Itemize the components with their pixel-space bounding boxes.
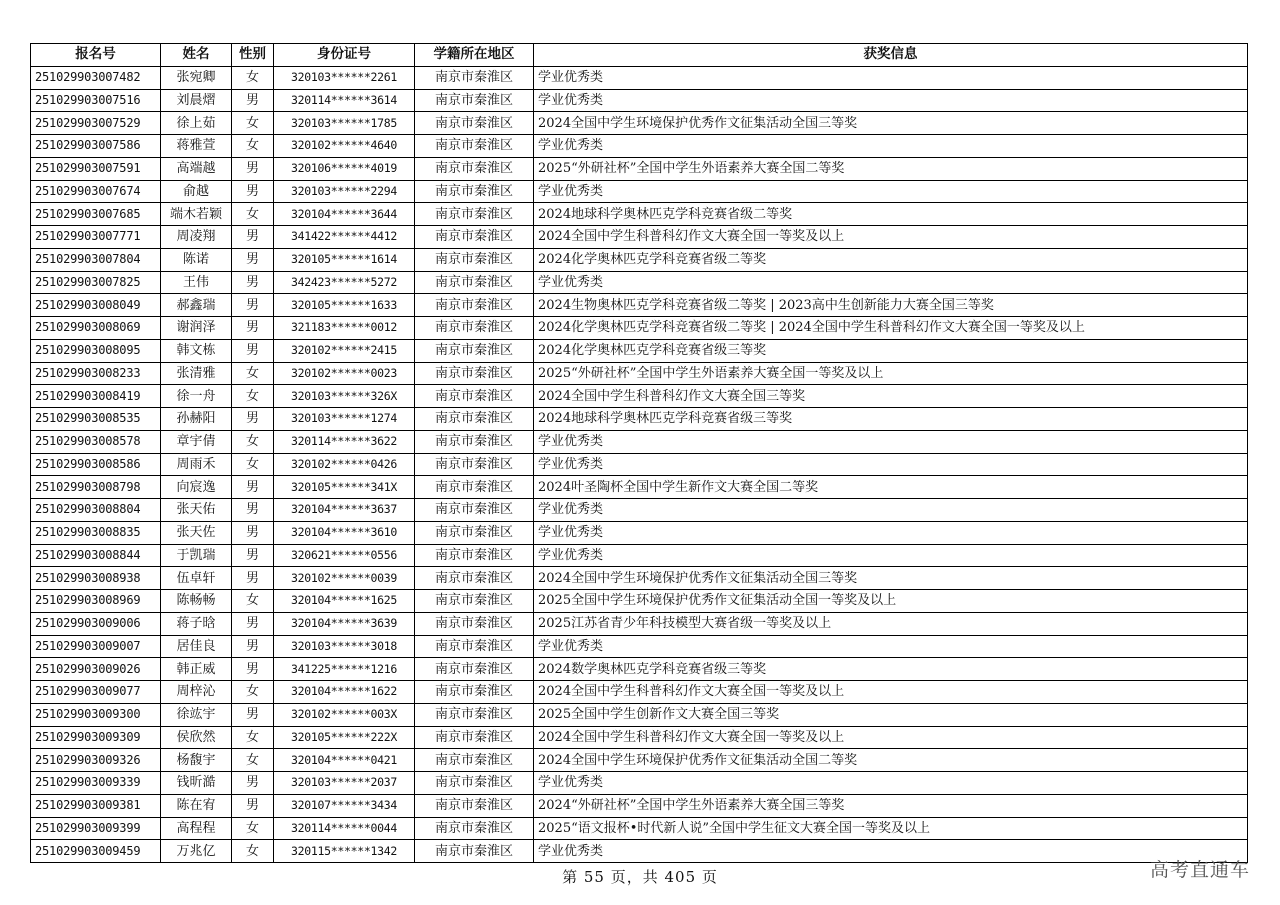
- cell-region: 南京市秦淮区: [415, 681, 534, 704]
- cell-registration-no: 251029903007529: [31, 112, 161, 135]
- cell-id-number: 320102******0426: [274, 453, 415, 476]
- cell-award-info: 学业优秀类: [534, 840, 1248, 863]
- table-row: [31, 794, 1248, 817]
- cell-gender: 男: [232, 408, 274, 431]
- cell-id-number: 320103******1274: [274, 408, 415, 431]
- cell-award-info: 2024全国中学生科普科幻作文大赛全国三等奖: [534, 385, 1248, 408]
- cell-region: 南京市秦淮区: [415, 385, 534, 408]
- cell-award-info: 学业优秀类: [534, 89, 1248, 112]
- table-row: [31, 157, 1248, 180]
- cell-id-number: 320103******326X: [274, 385, 415, 408]
- cell-region: 南京市秦淮区: [415, 157, 534, 180]
- cell-award-info: 2024地球科学奥林匹克学科竞赛省级三等奖: [534, 408, 1248, 431]
- cell-registration-no: 251029903009339: [31, 772, 161, 795]
- cell-name: 伍卓轩: [161, 567, 232, 590]
- cell-region: 南京市秦淮区: [415, 89, 534, 112]
- cell-name: 张天佐: [161, 521, 232, 544]
- cell-registration-no: 251029903009026: [31, 658, 161, 681]
- cell-region: 南京市秦淮区: [415, 135, 534, 158]
- cell-registration-no: 251029903009459: [31, 840, 161, 863]
- cell-registration-no: 251029903008586: [31, 453, 161, 476]
- cell-gender: 女: [232, 203, 274, 226]
- cell-region: 南京市秦淮区: [415, 499, 534, 522]
- cell-id-number: 320107******3434: [274, 794, 415, 817]
- cell-name: 徐竑宇: [161, 703, 232, 726]
- cell-registration-no: 251029903007685: [31, 203, 161, 226]
- cell-gender: 男: [232, 544, 274, 567]
- table-row: [31, 476, 1248, 499]
- cell-id-number: 320104******1625: [274, 590, 415, 613]
- page-number: 第 55 页，共 405 页: [562, 868, 718, 886]
- cell-region: 南京市秦淮区: [415, 180, 534, 203]
- cell-region: 南京市秦淮区: [415, 248, 534, 271]
- cell-registration-no: 251029903008069: [31, 317, 161, 340]
- table-row: [31, 635, 1248, 658]
- cell-region: 南京市秦淮区: [415, 66, 534, 89]
- cell-gender: 女: [232, 385, 274, 408]
- cell-name: 郝鑫瑞: [161, 294, 232, 317]
- header-name: 姓名: [161, 44, 232, 67]
- cell-award-info: 2024化学奥林匹克学科竞赛省级二等奖: [534, 248, 1248, 271]
- cell-registration-no: 251029903009007: [31, 635, 161, 658]
- cell-id-number: 320114******3622: [274, 430, 415, 453]
- table-row: [31, 726, 1248, 749]
- table-row: [31, 567, 1248, 590]
- cell-region: 南京市秦淮区: [415, 840, 534, 863]
- cell-gender: 女: [232, 681, 274, 704]
- cell-award-info: 2024生物奥林匹克学科竞赛省级二等奖 | 2023高中生创新能力大赛全国三等奖: [534, 294, 1248, 317]
- table-row: [31, 430, 1248, 453]
- cell-id-number: 320105******1614: [274, 248, 415, 271]
- table-row: [31, 362, 1248, 385]
- cell-region: 南京市秦淮区: [415, 408, 534, 431]
- cell-name: 陈在宥: [161, 794, 232, 817]
- cell-gender: 女: [232, 453, 274, 476]
- cell-gender: 男: [232, 248, 274, 271]
- cell-id-number: 320102******003X: [274, 703, 415, 726]
- cell-name: 蒋雅萱: [161, 135, 232, 158]
- cell-name: 张天佑: [161, 499, 232, 522]
- cell-id-number: 320106******4019: [274, 157, 415, 180]
- cell-region: 南京市秦淮区: [415, 271, 534, 294]
- cell-name: 张宛卿: [161, 66, 232, 89]
- cell-id-number: 320104******3637: [274, 499, 415, 522]
- cell-gender: 男: [232, 658, 274, 681]
- cell-award-info: 2024全国中学生科普科幻作文大赛全国一等奖及以上: [534, 681, 1248, 704]
- cell-id-number: 320102******2415: [274, 339, 415, 362]
- table-row: [31, 590, 1248, 613]
- cell-registration-no: 251029903009326: [31, 749, 161, 772]
- cell-gender: 女: [232, 840, 274, 863]
- cell-name: 杨馥宇: [161, 749, 232, 772]
- cell-region: 南京市秦淮区: [415, 703, 534, 726]
- cell-gender: 男: [232, 567, 274, 590]
- cell-id-number: 320105******341X: [274, 476, 415, 499]
- cell-registration-no: 251029903008419: [31, 385, 161, 408]
- cell-award-info: 2024地球科学奥林匹克学科竞赛省级二等奖: [534, 203, 1248, 226]
- cell-award-info: 学业优秀类: [534, 430, 1248, 453]
- cell-name: 周雨禾: [161, 453, 232, 476]
- cell-registration-no: 251029903008798: [31, 476, 161, 499]
- cell-award-info: 学业优秀类: [534, 772, 1248, 795]
- cell-gender: 女: [232, 590, 274, 613]
- cell-region: 南京市秦淮区: [415, 453, 534, 476]
- table-row: [31, 180, 1248, 203]
- cell-name: 端木若颖: [161, 203, 232, 226]
- award-list-table: [30, 43, 1248, 863]
- cell-region: 南京市秦淮区: [415, 521, 534, 544]
- cell-region: 南京市秦淮区: [415, 203, 534, 226]
- cell-registration-no: 251029903009309: [31, 726, 161, 749]
- table-row: [31, 772, 1248, 795]
- cell-id-number: 320104******0421: [274, 749, 415, 772]
- cell-id-number: 320104******3610: [274, 521, 415, 544]
- header-award-info: 获奖信息: [534, 44, 1248, 67]
- cell-award-info: 2025全国中学生环境保护优秀作文征集活动全国一等奖及以上: [534, 590, 1248, 613]
- cell-gender: 男: [232, 271, 274, 294]
- cell-award-info: 学业优秀类: [534, 66, 1248, 89]
- cell-name: 刘晨熠: [161, 89, 232, 112]
- table-header-row: [31, 44, 1248, 67]
- cell-name: 韩文栋: [161, 339, 232, 362]
- cell-award-info: 2025“语文报杯•时代新人说”全国中学生征文大赛全国一等奖及以上: [534, 817, 1248, 840]
- cell-name: 钱昕澔: [161, 772, 232, 795]
- cell-registration-no: 251029903007804: [31, 248, 161, 271]
- cell-gender: 男: [232, 180, 274, 203]
- cell-gender: 男: [232, 89, 274, 112]
- cell-award-info: 2024全国中学生科普科幻作文大赛全国一等奖及以上: [534, 726, 1248, 749]
- table-row: [31, 294, 1248, 317]
- cell-id-number: 320115******1342: [274, 840, 415, 863]
- table-row: [31, 408, 1248, 431]
- cell-region: 南京市秦淮区: [415, 635, 534, 658]
- cell-region: 南京市秦淮区: [415, 294, 534, 317]
- cell-award-info: 2024全国中学生环境保护优秀作文征集活动全国二等奖: [534, 749, 1248, 772]
- cell-region: 南京市秦淮区: [415, 476, 534, 499]
- table-row: [31, 453, 1248, 476]
- cell-award-info: 2024“外研社杯”全国中学生外语素养大赛全国三等奖: [534, 794, 1248, 817]
- header-region: 学籍所在地区: [415, 44, 534, 67]
- cell-gender: 女: [232, 112, 274, 135]
- cell-region: 南京市秦淮区: [415, 567, 534, 590]
- cell-registration-no: 251029903008233: [31, 362, 161, 385]
- cell-name: 周梓沁: [161, 681, 232, 704]
- cell-region: 南京市秦淮区: [415, 749, 534, 772]
- cell-name: 徐一舟: [161, 385, 232, 408]
- cell-registration-no: 251029903007516: [31, 89, 161, 112]
- cell-award-info: 2025“外研社杯”全国中学生外语素养大赛全国二等奖: [534, 157, 1248, 180]
- cell-gender: 女: [232, 749, 274, 772]
- cell-id-number: 320114******0044: [274, 817, 415, 840]
- table-row: [31, 317, 1248, 340]
- cell-id-number: 320103******2294: [274, 180, 415, 203]
- cell-region: 南京市秦淮区: [415, 794, 534, 817]
- cell-registration-no: 251029903008578: [31, 430, 161, 453]
- cell-award-info: 学业优秀类: [534, 135, 1248, 158]
- cell-registration-no: 251029903008049: [31, 294, 161, 317]
- cell-award-info: 2025全国中学生创新作文大赛全国三等奖: [534, 703, 1248, 726]
- table-row: [31, 658, 1248, 681]
- cell-registration-no: 251029903007482: [31, 66, 161, 89]
- cell-name: 蒋子晗: [161, 612, 232, 635]
- table-row: [31, 681, 1248, 704]
- cell-name: 向宸逸: [161, 476, 232, 499]
- cell-name: 谢润泽: [161, 317, 232, 340]
- cell-region: 南京市秦淮区: [415, 817, 534, 840]
- cell-id-number: 341422******4412: [274, 226, 415, 249]
- cell-gender: 男: [232, 499, 274, 522]
- cell-award-info: 学业优秀类: [534, 521, 1248, 544]
- cell-id-number: 342423******5272: [274, 271, 415, 294]
- table-row: [31, 66, 1248, 89]
- cell-registration-no: 251029903008844: [31, 544, 161, 567]
- cell-award-info: 学业优秀类: [534, 635, 1248, 658]
- header-registration-no: 报名号: [31, 44, 161, 67]
- cell-id-number: 320103******1785: [274, 112, 415, 135]
- cell-gender: 男: [232, 317, 274, 340]
- cell-name: 高程程: [161, 817, 232, 840]
- cell-gender: 男: [232, 157, 274, 180]
- cell-id-number: 320104******3639: [274, 612, 415, 635]
- cell-registration-no: 251029903007674: [31, 180, 161, 203]
- cell-registration-no: 251029903008969: [31, 590, 161, 613]
- cell-name: 张清雅: [161, 362, 232, 385]
- cell-id-number: 320621******0556: [274, 544, 415, 567]
- cell-id-number: 320105******222X: [274, 726, 415, 749]
- cell-id-number: 320103******3018: [274, 635, 415, 658]
- cell-gender: 女: [232, 430, 274, 453]
- cell-registration-no: 251029903009300: [31, 703, 161, 726]
- cell-registration-no: 251029903007771: [31, 226, 161, 249]
- cell-id-number: 320102******0023: [274, 362, 415, 385]
- watermark-logo-text: 高考直通车: [1149, 859, 1250, 881]
- cell-name: 章宇倩: [161, 430, 232, 453]
- cell-award-info: 2024全国中学生环境保护优秀作文征集活动全国三等奖: [534, 567, 1248, 590]
- cell-region: 南京市秦淮区: [415, 658, 534, 681]
- cell-region: 南京市秦淮区: [415, 226, 534, 249]
- cell-name: 侯欣然: [161, 726, 232, 749]
- table-body: [31, 66, 1248, 862]
- cell-name: 俞越: [161, 180, 232, 203]
- cell-id-number: 320105******1633: [274, 294, 415, 317]
- cell-award-info: 2025“外研社杯”全国中学生外语素养大赛全国一等奖及以上: [534, 362, 1248, 385]
- cell-award-info: 学业优秀类: [534, 499, 1248, 522]
- cell-award-info: 学业优秀类: [534, 544, 1248, 567]
- cell-id-number: 320102******4640: [274, 135, 415, 158]
- cell-gender: 女: [232, 135, 274, 158]
- cell-award-info: 2024化学奥林匹克学科竞赛省级二等奖 | 2024全国中学生科普科幻作文大赛全国一等奖及以上: [534, 317, 1248, 340]
- cell-name: 韩正威: [161, 658, 232, 681]
- table-row: [31, 840, 1248, 863]
- cell-gender: 男: [232, 294, 274, 317]
- cell-name: 王伟: [161, 271, 232, 294]
- cell-gender: 女: [232, 726, 274, 749]
- cell-id-number: 320103******2261: [274, 66, 415, 89]
- header-gender: 性别: [232, 44, 274, 67]
- cell-gender: 男: [232, 635, 274, 658]
- table-row: [31, 112, 1248, 135]
- cell-region: 南京市秦淮区: [415, 772, 534, 795]
- cell-region: 南京市秦淮区: [415, 362, 534, 385]
- cell-gender: 女: [232, 817, 274, 840]
- cell-registration-no: 251029903008835: [31, 521, 161, 544]
- table-row: [31, 703, 1248, 726]
- cell-gender: 男: [232, 612, 274, 635]
- cell-award-info: 2024叶圣陶杯全国中学生新作文大赛全国二等奖: [534, 476, 1248, 499]
- cell-id-number: 320102******0039: [274, 567, 415, 590]
- table-row: [31, 203, 1248, 226]
- table-row: [31, 544, 1248, 567]
- cell-gender: 男: [232, 703, 274, 726]
- cell-gender: 男: [232, 794, 274, 817]
- cell-id-number: 321183******0012: [274, 317, 415, 340]
- cell-gender: 男: [232, 772, 274, 795]
- table-row: [31, 271, 1248, 294]
- cell-name: 陈畅畅: [161, 590, 232, 613]
- cell-registration-no: 251029903008095: [31, 339, 161, 362]
- cell-id-number: 320114******3614: [274, 89, 415, 112]
- cell-gender: 女: [232, 362, 274, 385]
- cell-gender: 男: [232, 339, 274, 362]
- table-row: [31, 339, 1248, 362]
- cell-registration-no: 251029903009077: [31, 681, 161, 704]
- header-id-number: 身份证号: [274, 44, 415, 67]
- cell-region: 南京市秦淮区: [415, 590, 534, 613]
- cell-name: 万兆亿: [161, 840, 232, 863]
- cell-registration-no: 251029903008535: [31, 408, 161, 431]
- cell-name: 陈诺: [161, 248, 232, 271]
- cell-gender: 女: [232, 66, 274, 89]
- cell-award-info: 学业优秀类: [534, 453, 1248, 476]
- cell-id-number: 320103******2037: [274, 772, 415, 795]
- cell-region: 南京市秦淮区: [415, 339, 534, 362]
- cell-gender: 男: [232, 226, 274, 249]
- table-row: [31, 499, 1248, 522]
- cell-name: 于凯瑞: [161, 544, 232, 567]
- cell-region: 南京市秦淮区: [415, 317, 534, 340]
- cell-registration-no: 251029903008804: [31, 499, 161, 522]
- cell-region: 南京市秦淮区: [415, 430, 534, 453]
- table-row: [31, 385, 1248, 408]
- cell-gender: 男: [232, 521, 274, 544]
- cell-region: 南京市秦淮区: [415, 544, 534, 567]
- cell-registration-no: 251029903007591: [31, 157, 161, 180]
- cell-registration-no: 251029903007586: [31, 135, 161, 158]
- table-row: [31, 612, 1248, 635]
- cell-award-info: 2024全国中学生环境保护优秀作文征集活动全国三等奖: [534, 112, 1248, 135]
- cell-gender: 男: [232, 476, 274, 499]
- cell-award-info: 学业优秀类: [534, 180, 1248, 203]
- cell-registration-no: 251029903009006: [31, 612, 161, 635]
- cell-registration-no: 251029903007825: [31, 271, 161, 294]
- table-row: [31, 521, 1248, 544]
- cell-id-number: 341225******1216: [274, 658, 415, 681]
- cell-award-info: 2024数学奥林匹克学科竞赛省级三等奖: [534, 658, 1248, 681]
- cell-region: 南京市秦淮区: [415, 112, 534, 135]
- table-row: [31, 817, 1248, 840]
- cell-id-number: 320104******3644: [274, 203, 415, 226]
- cell-registration-no: 251029903008938: [31, 567, 161, 590]
- table-row: [31, 135, 1248, 158]
- cell-award-info: 学业优秀类: [534, 271, 1248, 294]
- cell-award-info: 2024全国中学生科普科幻作文大赛全国一等奖及以上: [534, 226, 1248, 249]
- cell-registration-no: 251029903009399: [31, 817, 161, 840]
- cell-name: 孙赫阳: [161, 408, 232, 431]
- cell-region: 南京市秦淮区: [415, 612, 534, 635]
- table-row: [31, 89, 1248, 112]
- cell-award-info: 2025江苏省青少年科技模型大赛省级一等奖及以上: [534, 612, 1248, 635]
- cell-id-number: 320104******1622: [274, 681, 415, 704]
- cell-award-info: 2024化学奥林匹克学科竞赛省级三等奖: [534, 339, 1248, 362]
- table-row: [31, 226, 1248, 249]
- cell-name: 高端越: [161, 157, 232, 180]
- cell-name: 徐上茹: [161, 112, 232, 135]
- cell-name: 周凌翔: [161, 226, 232, 249]
- table-row: [31, 749, 1248, 772]
- table-row: [31, 248, 1248, 271]
- cell-name: 居佳良: [161, 635, 232, 658]
- cell-region: 南京市秦淮区: [415, 726, 534, 749]
- cell-registration-no: 251029903009381: [31, 794, 161, 817]
